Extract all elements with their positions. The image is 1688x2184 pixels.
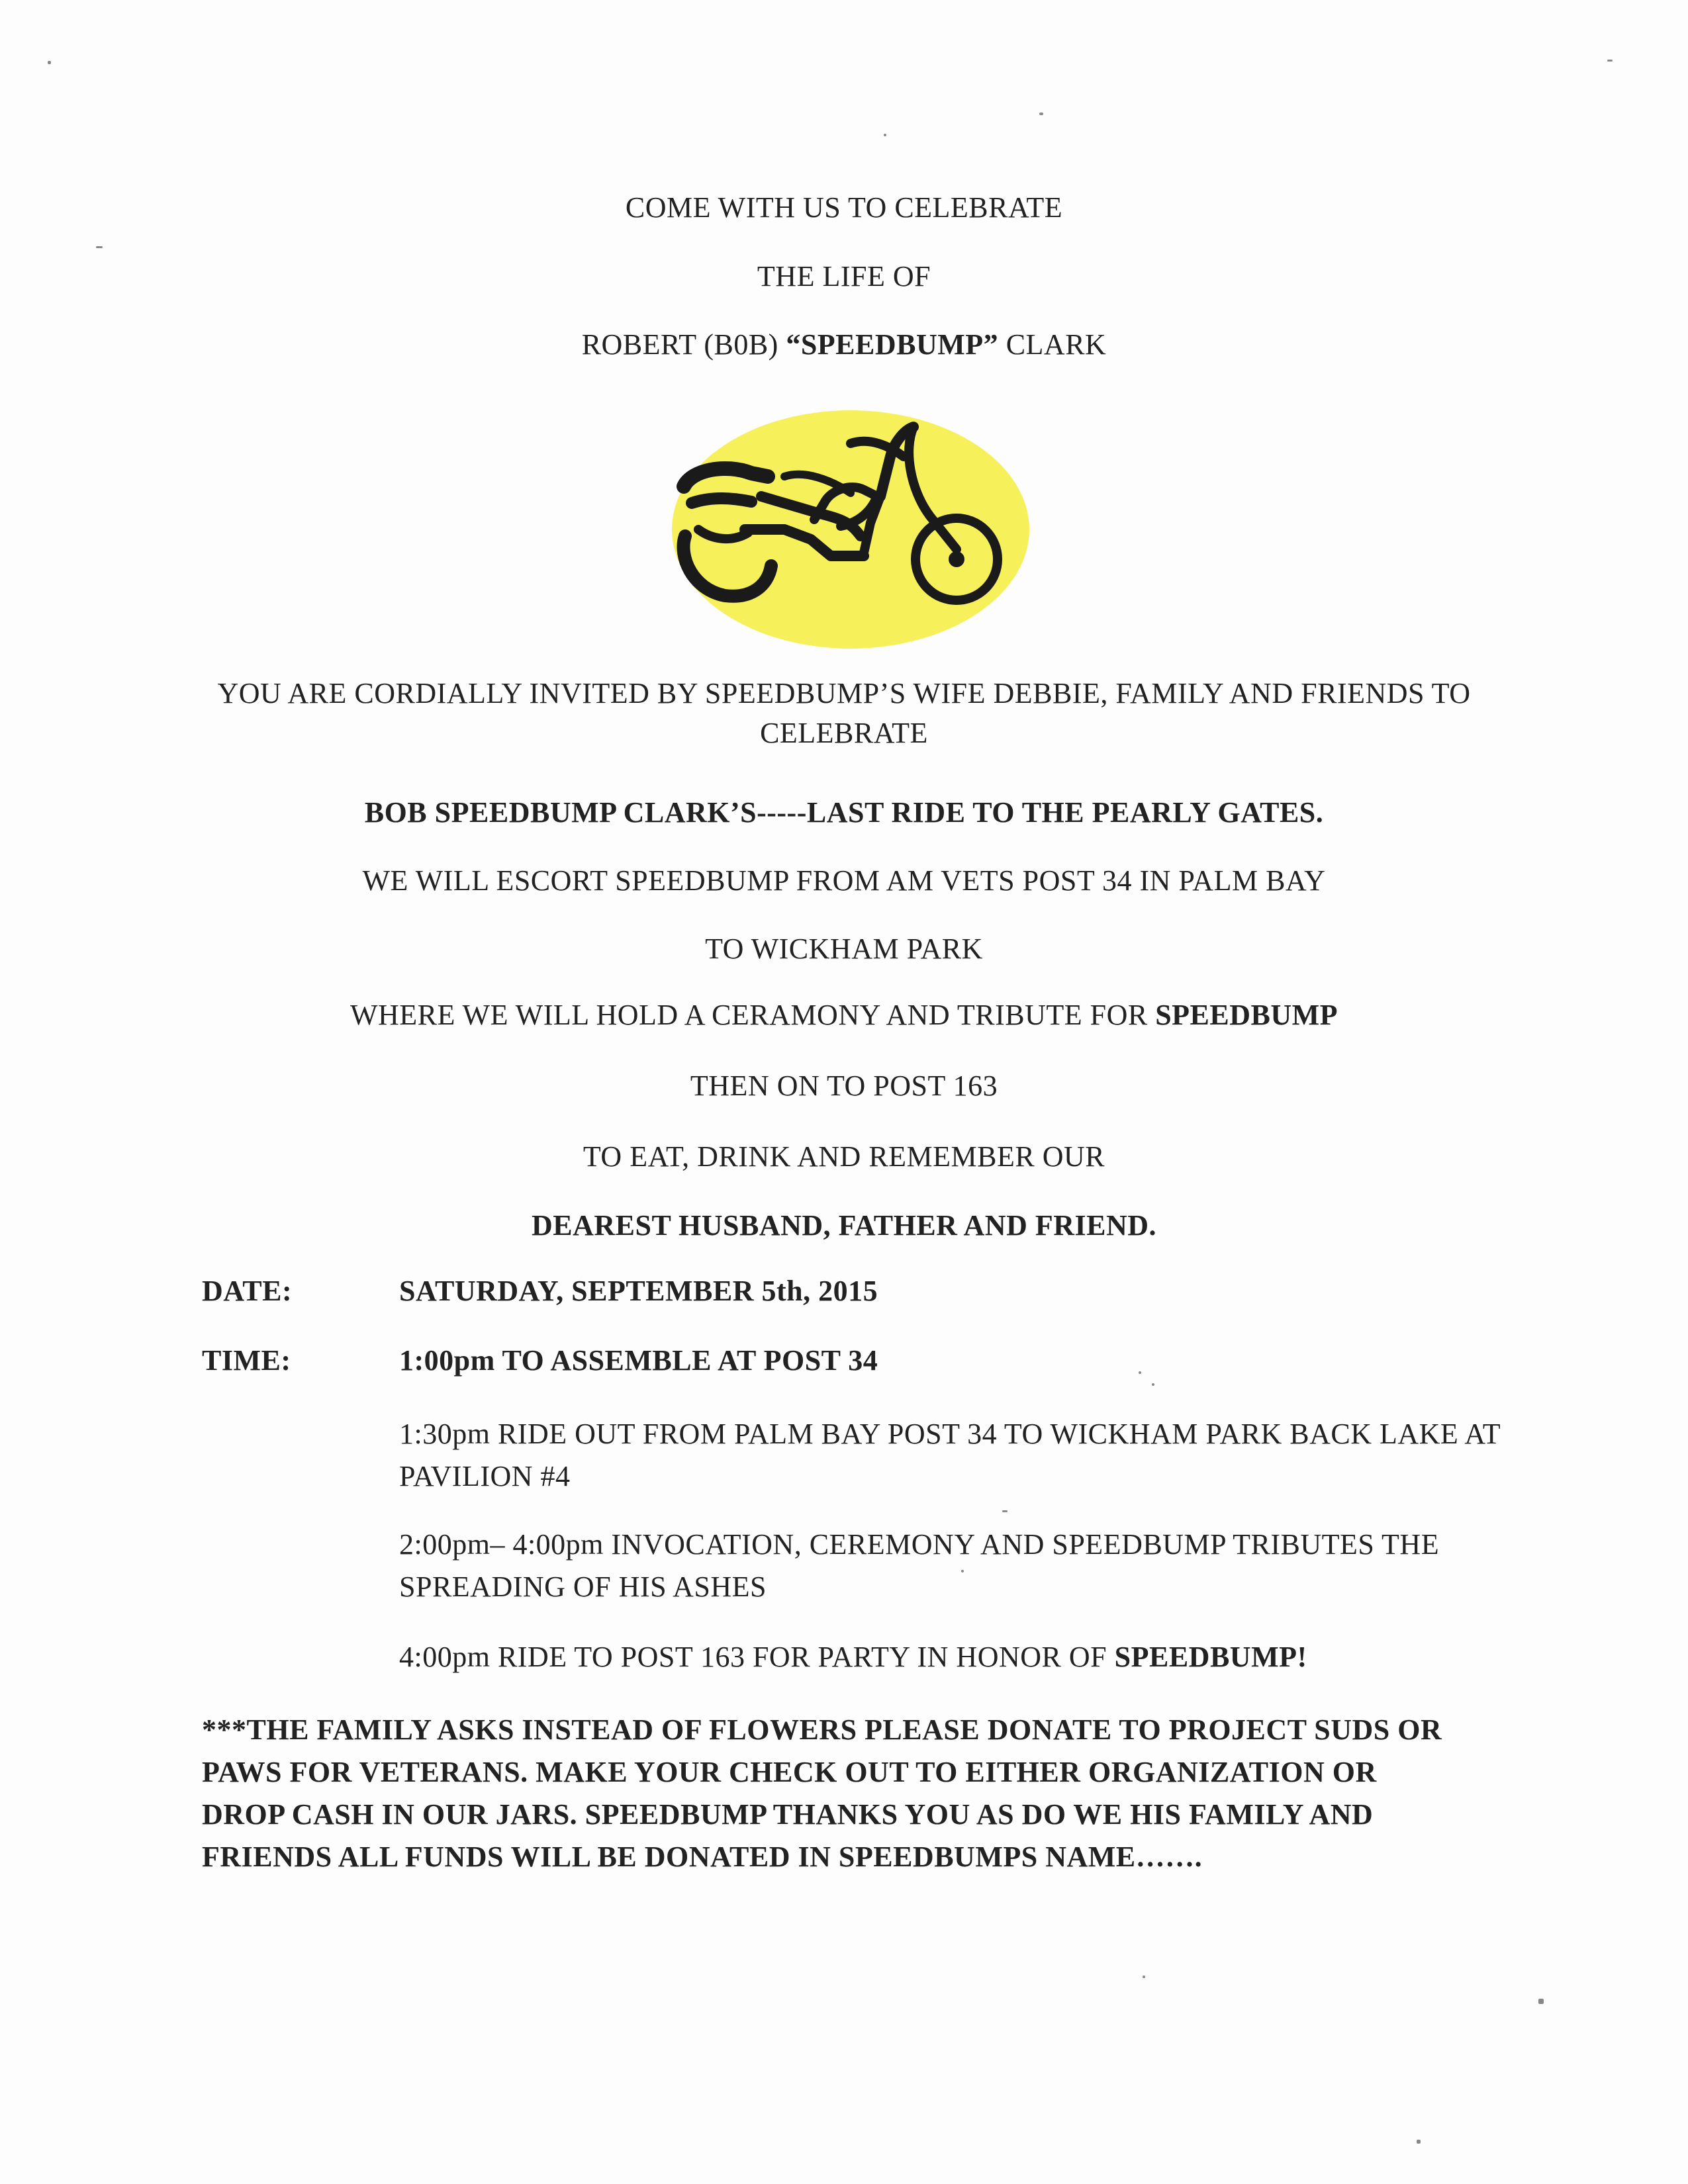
last-ride-line: BOB SPEEDBUMP CLARK’S-----LAST RIDE TO THE PEARLY GATES.	[364, 796, 1324, 829]
party-speedbump: SPEEDBUMP!	[1114, 1641, 1307, 1673]
escort-line: WE WILL ESCORT SPEEDBUMP FROM AM VETS POST 34 IN PALM BAY	[362, 864, 1326, 897]
date-value: SATURDAY, SEPTEMBER 5th, 2015	[399, 1275, 878, 1307]
ceremony-speedbump: SPEEDBUMP	[1155, 999, 1338, 1031]
paper-speck	[1607, 60, 1613, 62]
time-label: TIME:	[202, 1344, 291, 1377]
time-assemble: 1:00pm TO ASSEMBLE AT POST 34	[399, 1344, 878, 1377]
nickname: “SPEEDBUMP”	[786, 328, 999, 361]
paper-speck	[1538, 1999, 1544, 2004]
paper-speck	[96, 246, 103, 248]
ceremony-line	[0, 998, 1688, 1032]
name-suffix: CLARK	[998, 328, 1107, 361]
paper-speck	[48, 61, 51, 64]
name-prefix: ROBERT (B0B)	[581, 328, 786, 361]
paper-speck	[1417, 2140, 1421, 2144]
paper-speck	[1152, 1383, 1154, 1386]
party-prefix: 4:00pm RIDE TO POST 163 FOR PARTY IN HONOR OF	[399, 1641, 1115, 1673]
time-party	[399, 1636, 1511, 1678]
paper-speck	[1002, 1510, 1008, 1512]
then-line: THEN ON TO POST 163	[690, 1069, 998, 1102]
time-ride-out: 1:30pm RIDE OUT FROM PALM BAY POST 34 TO WICKHAM PARK BACK LAKE AT PAVILION #4	[399, 1418, 1501, 1492]
ceremony-prefix: WHERE WE WILL HOLD A CERAMONY AND TRIBUTE FOR	[350, 999, 1156, 1031]
destination-line: TO WICKHAM PARK	[705, 933, 983, 965]
invitation-text: YOU ARE CORDIALLY INVITED BY SPEEDBUMP’S WIFE DEBBIE, FAMILY AND FRIENDS TO CELEBRATE	[217, 677, 1471, 749]
remember-line: TO EAT, DRINK AND REMEMBER OUR	[583, 1140, 1105, 1173]
paper-speck	[884, 134, 886, 136]
donation-note: ***THE FAMILY ASKS INSTEAD OF FLOWERS PLEASE DONATE TO PROJECT SUDS OR PAWS FOR VETERANS. MAKE YOUR CHECK OUT TO EITHER ORGANIZATION OR DROP CASH IN OUR JARS. SPEEDBUMP THANKS YOU AS DO WE HIS FAMILY AND FRIENDS ALL FUNDS WILL BE DONATED IN SPEEDBUMPS NAME…….	[202, 1713, 1442, 1873]
time-ceremony: 2:00pm– 4:00pm INVOCATION, CEREMONY AND SPEEDBUMP TRIBUTES THE SPREADING OF HIS ASHES	[399, 1528, 1440, 1603]
motorcycle-icon	[652, 397, 1036, 649]
paper-speck	[1143, 1976, 1145, 1978]
heading-line-2: THE LIFE OF	[757, 260, 931, 293]
paper-speck	[1139, 1371, 1141, 1374]
paper-speck	[1039, 113, 1043, 115]
date-label: DATE:	[202, 1275, 293, 1307]
heading-line-1: COME WITH US TO CELEBRATE	[625, 191, 1063, 224]
paper-speck	[961, 1570, 964, 1572]
heading-name-line	[0, 328, 1688, 361]
dearest-line: DEAREST HUSBAND, FATHER AND FRIEND.	[531, 1209, 1157, 1242]
